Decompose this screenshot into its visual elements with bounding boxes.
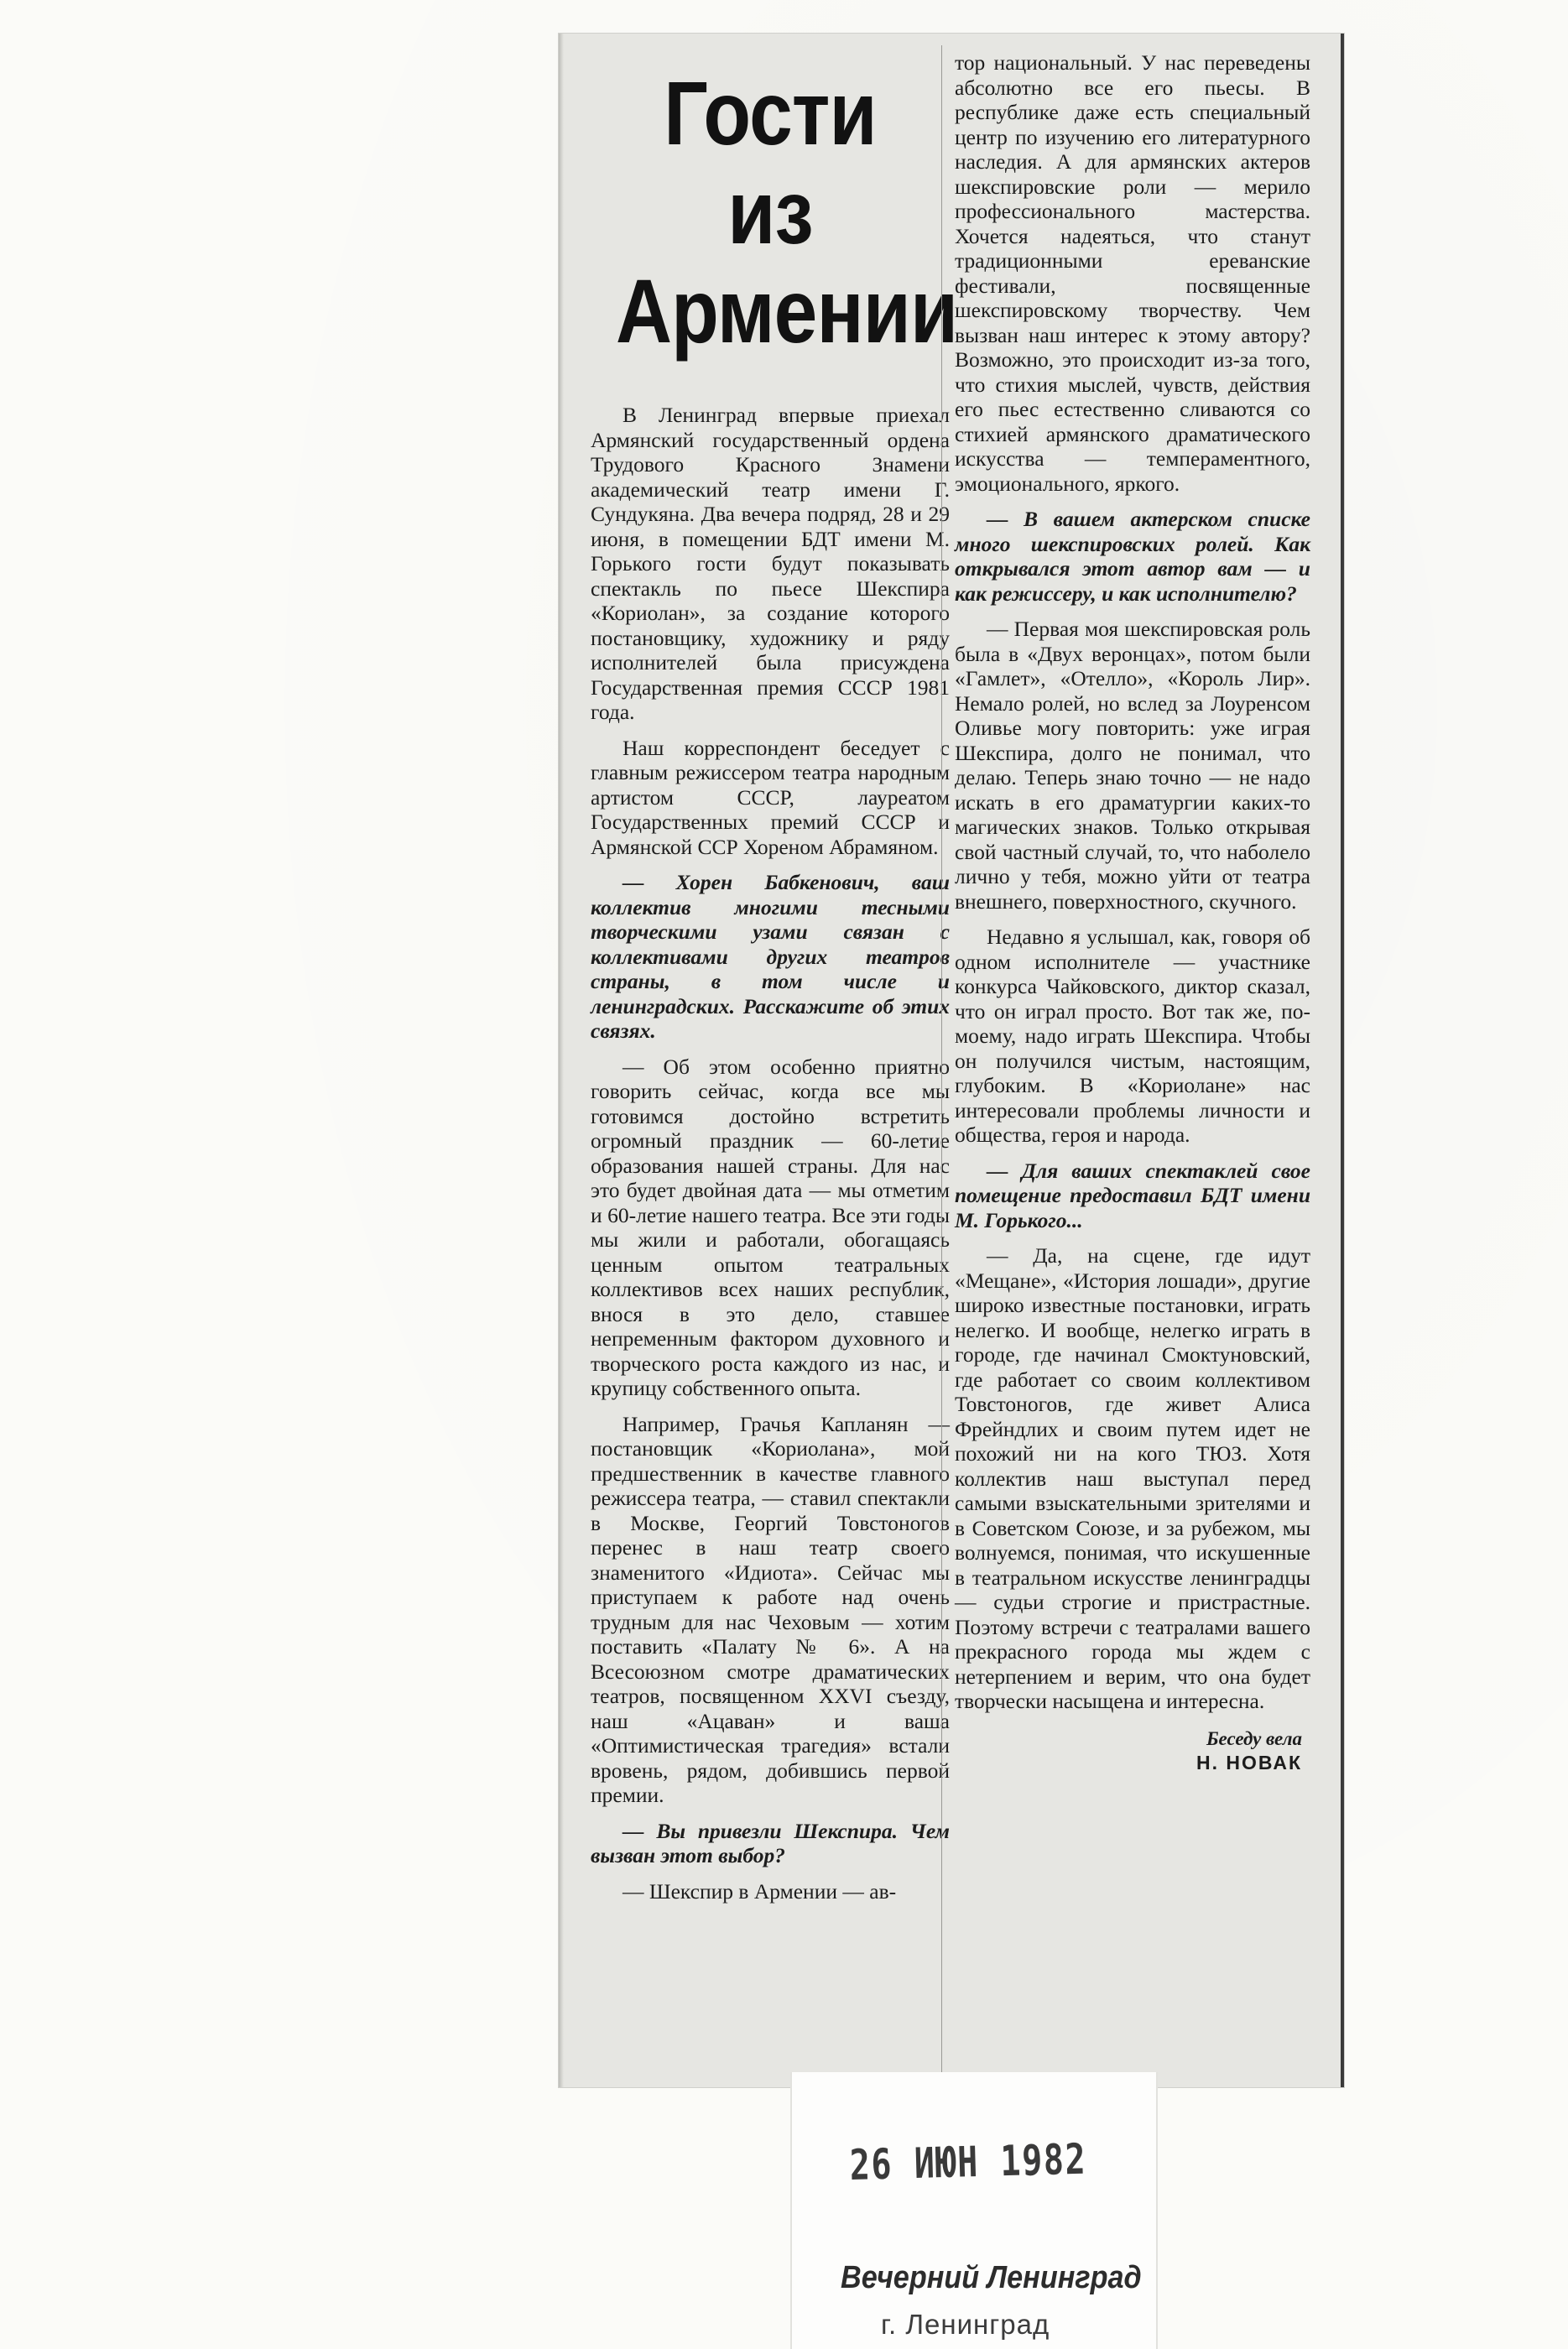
headline-line: из bbox=[727, 161, 813, 263]
lead-paragraph: В Ленинград впервые приехал Армянский государственный ордена Трудового Красного Знамени академический театр имени Г. Сундукяна. Два вечера подряд, 28 и 29 июня, в помещении БДТ имени М. Горького гости будут показывать спектакль по пьесе Шекспира «Кориолан», за создание которого постановщику, художнику и ряду исполнителей была присуждена Государственная премия СССР 1981 года. bbox=[591, 403, 950, 724]
interview-question: — Хорен Бабкенович, ваш коллектив многими тесными творческими узами связан с коллективами других театров страны, в том числе и ленинградских. Расскажите об этих связях. bbox=[591, 870, 950, 1043]
headline-line: Армении bbox=[615, 260, 958, 362]
headline-line: Гости bbox=[664, 62, 877, 164]
paragraph: Недавно я услышал, как, говоря об одном исполнителе — участнике конкурса Чайковского, диктор сказал, что он играл просто. Вот так же, по-моему, надо играть Шекспира. Чтобы он получился чистым, настоящим, глубоким. В «Кориолане» нас интересовали проблемы личности и общества, героя и народа. bbox=[955, 924, 1310, 1147]
interview-question: — В вашем актерском списке много шекспировских ролей. Как открывался этот автор вам — и как режиссеру, и как исполнителю? bbox=[955, 507, 1310, 606]
signature-name: Н. НОВАК bbox=[1196, 1751, 1302, 1773]
signature bbox=[955, 1727, 1310, 1774]
date-stamp: 26 ИЮН 1982 bbox=[849, 2134, 1087, 2190]
source-stamp: Вечерний Ленинград bbox=[841, 2260, 1142, 2295]
interview-question: — Вы привезли Шекспира. Чем вызван этот выбор? bbox=[591, 1818, 950, 1867]
source-city-stamp: г. Ленинград bbox=[881, 2309, 1050, 2340]
interview-answer: — Да, на сцене, где идут «Мещане», «История лошади», другие широко известные постановки, играть нелегко. И вообще, нелегко играть в городе, где начинал Смоктуновский, где работает со своим коллективом Товстоногов, где живет Алиса Фрейндлих и своим путем идет не похожий ни на кого ТЮЗ. Хотя коллектив наш выступал перед самыми взыскательными зрителями и в Советском Союзе, и за рубежом, мы волнуемся, понимая, что искушенные в театральном искусстве ленинградцы — судьи строгие и пристрастные. Поэтому встречи с театралами вашего прекрасного города мы ждем с нетерпением и верим, что она будет творчески насыщена и интересна. bbox=[955, 1243, 1310, 1713]
signature-by: Беседу вела bbox=[1206, 1727, 1302, 1749]
newspaper-clipping bbox=[559, 34, 1344, 2087]
left-column bbox=[591, 34, 958, 1914]
left-paragraphs bbox=[591, 403, 950, 1904]
interview-question: — Для ваших спектаклей свое помещение предоставил БДТ имени М. Горького... bbox=[955, 1158, 1310, 1232]
right-column bbox=[955, 50, 1310, 1774]
column-divider bbox=[941, 45, 942, 2087]
paragraph: Наш корреспондент беседует с главным режиссером театра народным артистом СССР, лауреатом Государственных премий СССР и Армянской ССР Хореном Абрамяном. bbox=[591, 735, 950, 859]
interview-answer: — Первая моя шекспировская роль была в «Двух веронцах», потом были «Гамлет», «Отелло», «Король Лир». Немало ролей, но вслед за Лоуренсом Оливье могу повторить: уже играя Шекспира, долго не понимал, что делаю. Теперь знаю точно — не надо искать в его драматургии каких-то магических знаков. Только открывая свой частный случай, то, что наболело лично у тебя, можно уйти от театра внешнего, поверхностного, скучного. bbox=[955, 617, 1310, 914]
interview-answer: — Об этом особенно приятно говорить сейчас, когда все мы готовимся достойно встретить огромный праздник — 60-летие образования нашей страны. Для нас это будет двойная дата — мы отметим и 60-летие нашего театра. Все эти годы мы жили и работали, обогащаясь ценным опытом театральных коллективов всех наших республик, внося в это дело, ставшее непременным фактором духовного и творческого роста каждого из нас, и крупицу собственного опыта. bbox=[591, 1054, 950, 1400]
headline bbox=[615, 62, 958, 362]
interview-answer: — Шекспир в Армении — ав- bbox=[623, 1878, 897, 1904]
mount-strip bbox=[790, 2072, 1158, 2349]
paragraph: Например, Грачья Капланян — постановщик «Кориолана», мой предшественник в качестве главного режиссера театра, — ставил спектакли в Москве, Георгий Товстоногов перенес в наш театр своего знаменитого «Идиота». Сейчас мы приступаем к работе над очень трудным для нас Чеховым — хотим поставить «Палату № 6». А на Всесоюзном смотре драматических театров, посвященном XXVI съезду, наш «Ацаван» и ваша «Оптимистическая трагедия» встали вровень, рядом, добившись первой премии. bbox=[591, 1411, 950, 1807]
paragraph-continued: тор национальный. У нас переведены абсолютно все его пьесы. В республике даже есть специальный центр по изучению его литературного наследия. А для армянских актеров шекспировские роли — мерило профессионального мастерства. Хочется надеяться, что станут традиционными ереванские фестивали, посвященные шекспировскому творчеству. Чем вызван наш интерес к этому автору? Возможно, это происходит из-за того, что стихия мыслей, чувств, действия его пьес естественно сливаются со стихией армянского драматического искусства — темпераментного, эмоционального, яркого. bbox=[955, 50, 1310, 496]
